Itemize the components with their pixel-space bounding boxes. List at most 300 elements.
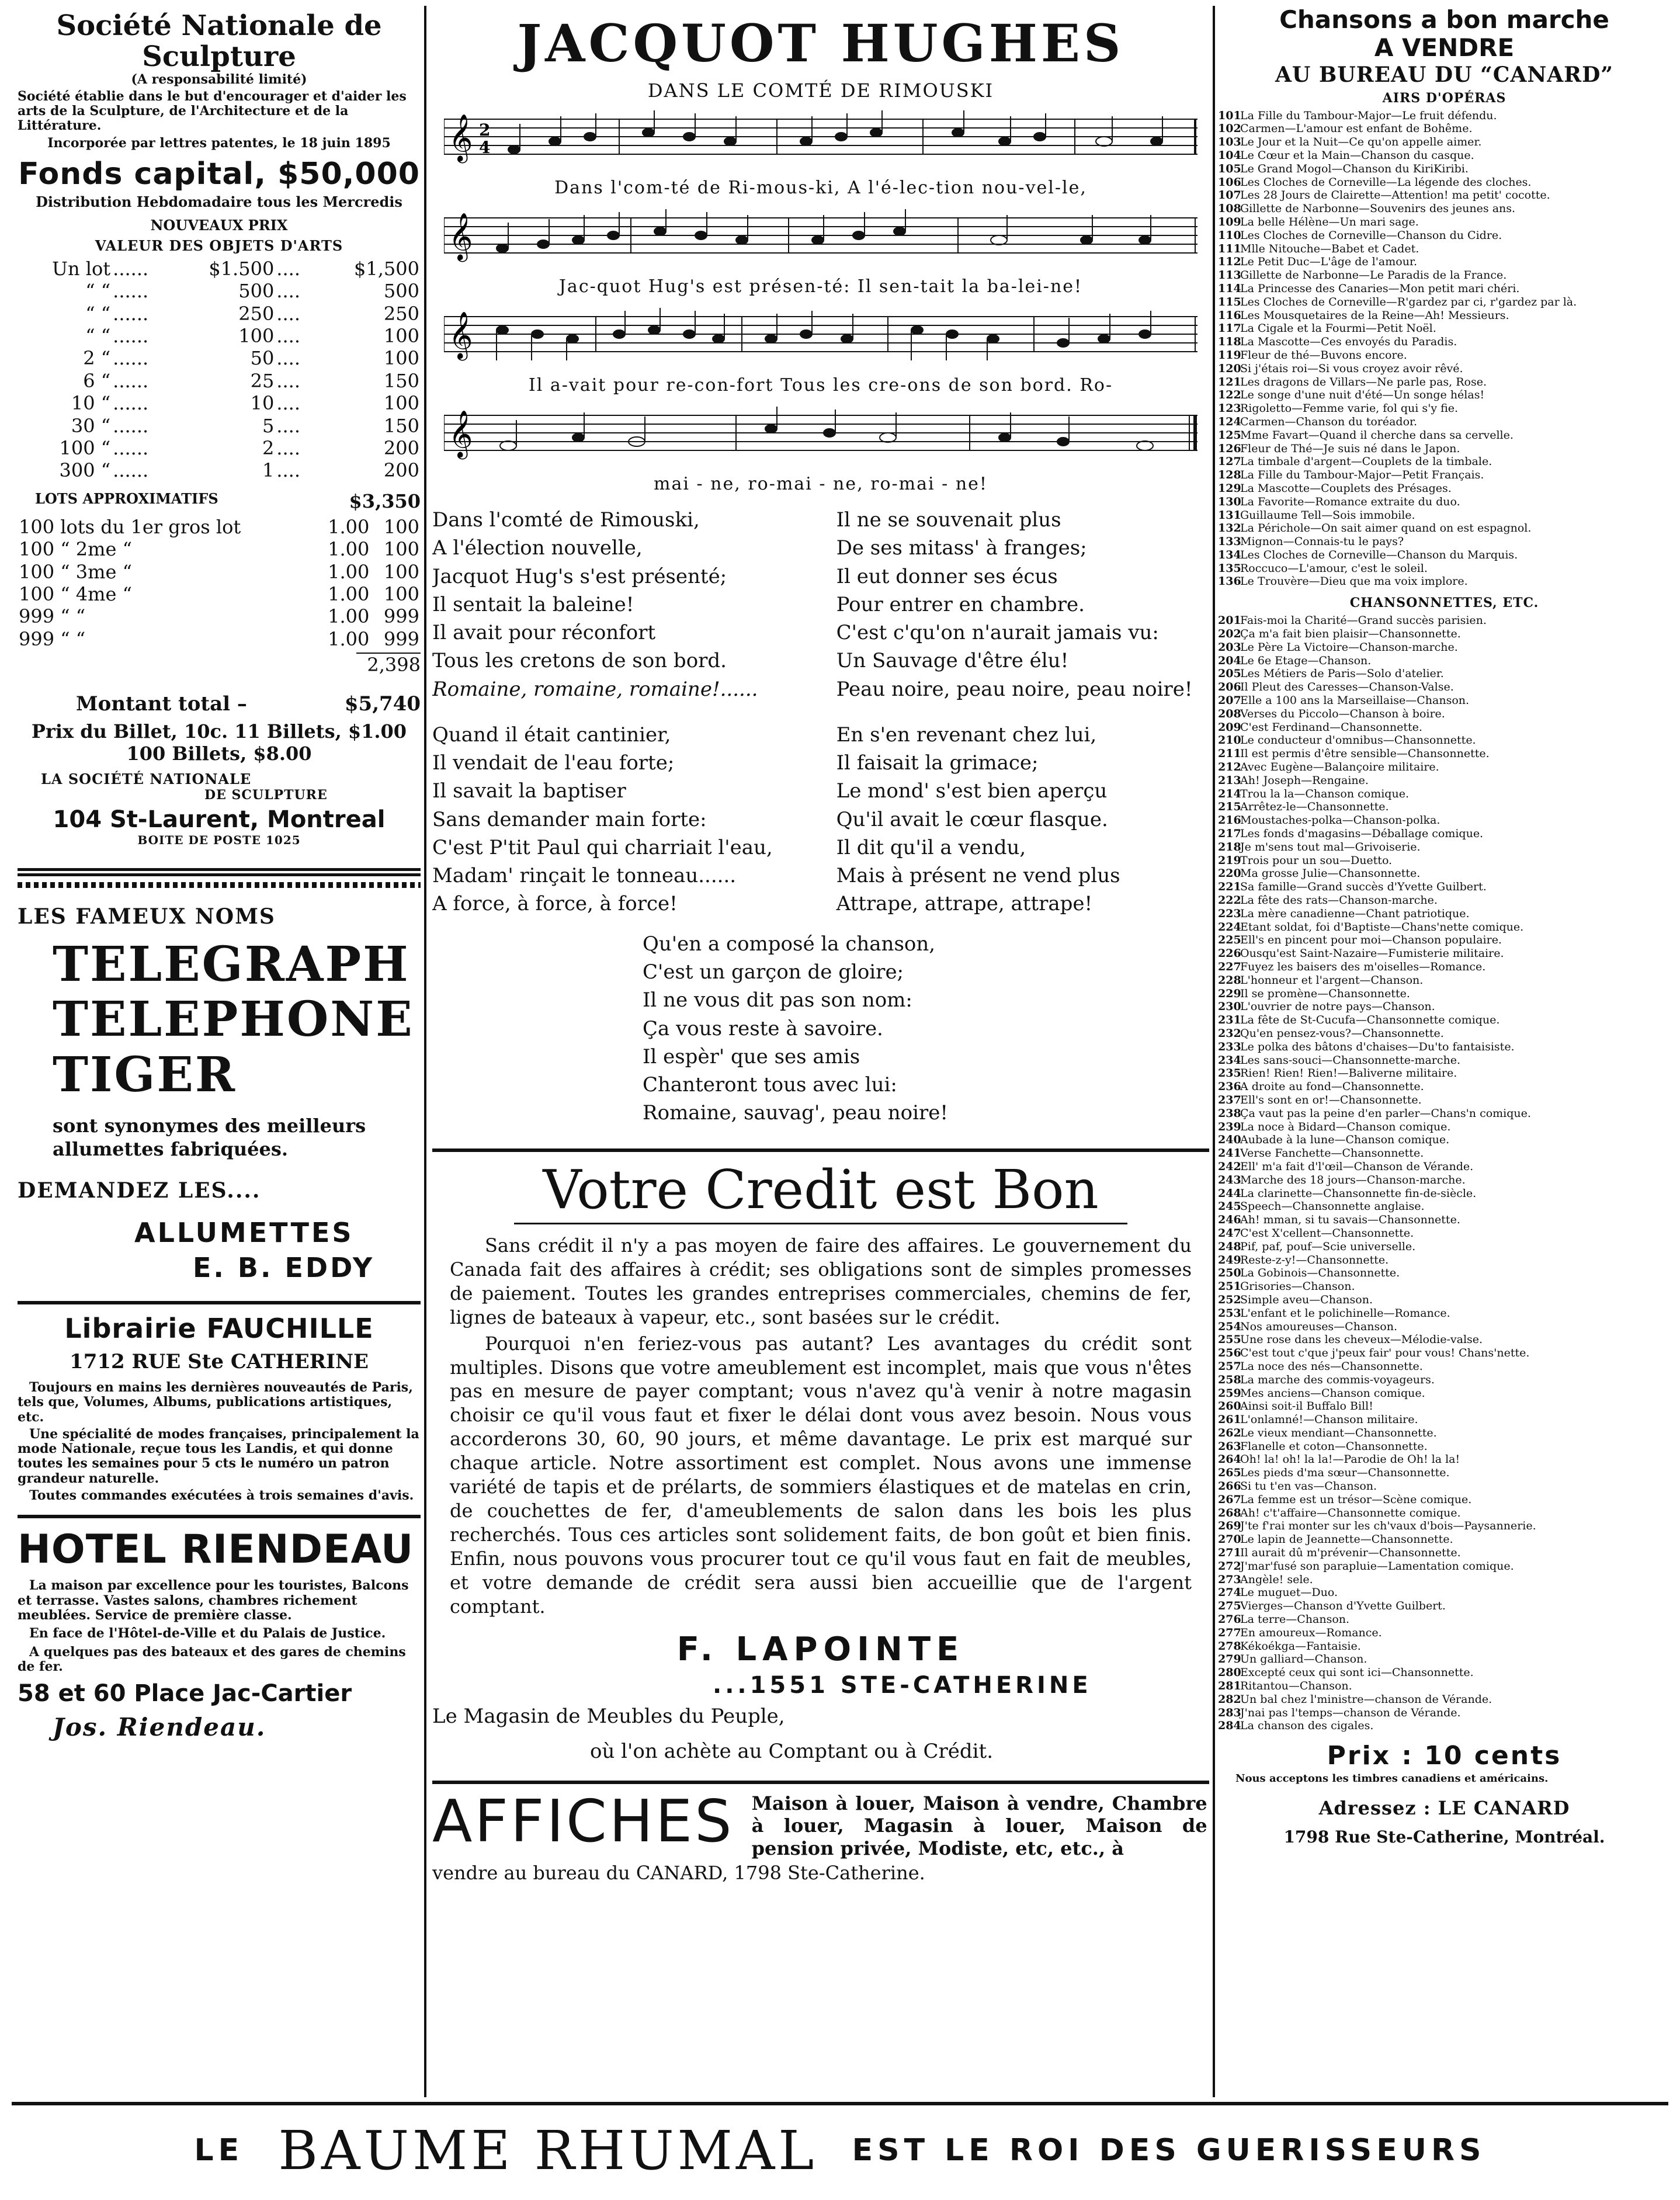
song-title: La fête des rats—Chanson-marche. (1240, 894, 1438, 907)
lot-row (18, 280, 421, 302)
verse-line: Il sentait la baleine! (432, 592, 634, 616)
song-number: 245 (1218, 1200, 1241, 1213)
song-item (1218, 388, 1671, 402)
verse-line: Mais à présent ne vend plus (836, 864, 1120, 888)
song-item (1218, 707, 1671, 721)
svg-text:𝄞: 𝄞 (449, 212, 473, 260)
lots-table (18, 258, 421, 482)
song-item (1218, 1187, 1671, 1200)
lot-cell: ...... (113, 347, 149, 370)
song-title: Les pieds d'ma sœur—Chansonnette. (1240, 1466, 1450, 1480)
song-number: 130 (1218, 495, 1241, 508)
verse-line: Romaine, romaine, romaine!...... (432, 677, 758, 701)
chorus (643, 930, 1209, 1127)
soc-desc: Société établie dans le but d'encourager et d'aider les arts de la Sculpture, de l'Architecture et de la Littérature. (18, 88, 407, 134)
lot-cell: ...... (113, 436, 149, 459)
song-number: 252 (1218, 1293, 1241, 1306)
affiches-title: AFFICHES (432, 1787, 734, 1856)
music-staff-2 (444, 206, 1197, 297)
song-item (1218, 1693, 1671, 1706)
approx-cell: 999 “ “ (19, 605, 86, 628)
song-number: 106 (1218, 175, 1241, 189)
de-sculpture: DE SCULPTURE (204, 787, 328, 803)
verse-line: Il ne se souvenait plus (836, 508, 1061, 532)
song-title: Ça m'a fait bien plaisir—Chansonnette. (1240, 627, 1461, 641)
song-item (1218, 509, 1671, 522)
song-title: Speech—Chansonnette anglaise. (1240, 1200, 1425, 1213)
song-item (1218, 800, 1671, 814)
song-title: Ell' m'a fait d'l'œil—Chanson de Vérande. (1240, 1160, 1474, 1173)
song-title: Un bal chez l'ministre—chanson de Vérande. (1240, 1692, 1492, 1706)
lot-cell: ...... (113, 459, 149, 482)
song-number: 241 (1218, 1147, 1241, 1160)
lot-row (18, 437, 421, 459)
credit-paragraph-2: Pourquoi n'en feriez-vous pas autant? Les avantages du crédit sont multiples. Disons que votre ameublement est incomplet, mais que vous n'êtes pas en mesure de payer comptant; vous n'avez qu'à venir à notre magasin choisir ce qu'il vous faut et fixer le délai dont vous avez besoin. Nous vous accorderons 30, 60, 90 jours, et même davantage. Le prix est marqué sur chaque article. Notre assortiment est complet. Nous avons une immense variété de tapis et de prélarts, de sommiers élastiques et de matelas en crin, de couchettes de fer, d'ameublements de salon dans les bois les plus recherchés. Tous ces articles sont solidement faits, de bon goût et bien finis. Enfin, nous pouvons vous procurer tout ce qu'il vous faut en fait de meubles, et votre demande de crédit sera aussi bien accueillie que de l'argent comptant. (450, 1332, 1192, 1618)
song-number: 109 (1218, 215, 1241, 228)
synonymes: sont synonymes des meilleurs allumettes fabriquées. (53, 1115, 366, 1160)
approx-cell: 999 (383, 627, 419, 650)
song-item (1218, 136, 1671, 149)
song-number: 232 (1218, 1026, 1241, 1040)
song-item (1218, 1653, 1671, 1666)
song-title: Arrêtez-le—Chansonnette. (1240, 800, 1389, 814)
verse-line: Quand il était cantinier, (432, 723, 671, 747)
song-item (1218, 1307, 1671, 1320)
song-item (1218, 1573, 1671, 1587)
chansons-title: Chansons a bon marche (1279, 6, 1609, 34)
song-item (1218, 921, 1671, 934)
verse-line: A force, à force, à force! (432, 892, 678, 916)
lot-cell: ...... (113, 280, 149, 303)
column-rule-right (1213, 6, 1215, 2097)
song-number: 113 (1218, 269, 1241, 282)
song-number: 265 (1218, 1466, 1241, 1480)
song-number: 230 (1218, 1000, 1241, 1014)
song-number: 131 (1218, 508, 1241, 522)
verse-2-right (836, 721, 1209, 918)
song-item (1218, 216, 1671, 229)
song-title: C'est X'cellent—Chansonnette. (1240, 1226, 1414, 1240)
song-item (1218, 455, 1671, 469)
lot-cell: ...... (113, 414, 149, 437)
song-title: La Cigale et la Fourmi—Petit Noël. (1240, 322, 1436, 335)
song-item (1218, 176, 1671, 189)
librairie-p1: Toujours en mains les dernières nouveautés de Paris, tels que, Volumes, Albums, publications artistiques, etc. (18, 1380, 413, 1425)
song-item (1218, 1174, 1671, 1187)
song-title: Le conducteur d'omnibus—Chansonnette. (1240, 734, 1476, 747)
song-item (1218, 282, 1671, 296)
song-number: 124 (1218, 415, 1241, 428)
prix-label: Prix : 10 cents (1327, 1741, 1562, 1771)
lot-cell: 25 (250, 369, 275, 392)
song-title: Carmen—Chanson du toréador. (1240, 415, 1418, 428)
song-title: Si tu t'en vas—Chanson. (1240, 1480, 1377, 1493)
lot-cell: .... (276, 302, 300, 325)
lot-cell: 100 (383, 325, 419, 348)
song-item (1218, 774, 1671, 787)
song-number: 239 (1218, 1120, 1241, 1133)
song-item (1218, 202, 1671, 216)
song-number: 102 (1218, 122, 1241, 136)
song-title: Il Pleut des Caresses—Chanson-Valse. (1240, 681, 1454, 694)
song-title: Le Cœur et la Main—Chanson du casque. (1240, 148, 1474, 162)
song-item (1218, 1293, 1671, 1307)
baume-rest: EST LE ROI DES GUERISSEURS (852, 2133, 1486, 2168)
song-title: Aubade à la lune—Chanson comique. (1240, 1133, 1450, 1147)
song-number: 112 (1218, 255, 1241, 269)
song-item (1218, 1000, 1671, 1014)
lot-cell: $1,500 (354, 257, 419, 280)
song-title: La Favorite—Romance extraite du duo. (1240, 495, 1460, 508)
song-item (1218, 189, 1671, 202)
song-title: Angèle! sele. (1240, 1573, 1313, 1586)
lot-cell: 10 (250, 392, 275, 415)
song-item (1218, 335, 1671, 349)
song-item (1218, 149, 1671, 162)
song-item (1218, 1200, 1671, 1213)
lot-cell: “ “ (85, 302, 111, 325)
bottom-rule (12, 2102, 1668, 2105)
approx-cell: 100 “ 4me “ (19, 582, 132, 605)
song-title: Simple aveu—Chanson. (1240, 1293, 1373, 1306)
song-title: Ell's en pincent pour moi—Chanson populaire. (1240, 934, 1502, 947)
song-number: 120 (1218, 362, 1241, 375)
song-item (1218, 269, 1671, 282)
lot-cell: ...... (113, 392, 149, 415)
verse-line: Qu'en a composé la chanson, (643, 932, 936, 956)
song-number: 213 (1218, 773, 1241, 787)
verses-block-1 (432, 506, 1209, 703)
song-item (1218, 322, 1671, 335)
approx-cell: 999 “ “ (19, 627, 86, 650)
verse-line: Sans demander main forte: (432, 807, 707, 831)
song-number: 242 (1218, 1160, 1241, 1173)
song-title: J'mar'fusé son parapluie—Lamentation comique. (1240, 1559, 1514, 1573)
song-number: 216 (1218, 814, 1241, 827)
adressez-address: 1798 Rue Ste-Catherine, Montréal. (1283, 1827, 1605, 1847)
song-number: 133 (1218, 535, 1241, 549)
song-number: 209 (1218, 720, 1241, 734)
song-title: Mes anciens—Chanson comique. (1240, 1386, 1425, 1400)
song-title: En amoureux—Romance. (1240, 1626, 1382, 1639)
approx-cell: 100 “ 3me “ (19, 560, 132, 583)
song-number: 118 (1218, 335, 1241, 349)
divider (432, 1148, 1209, 1152)
song-item (1218, 614, 1671, 627)
song-number: 237 (1218, 1093, 1241, 1106)
song-number: 277 (1218, 1626, 1241, 1639)
song-item (1218, 376, 1671, 389)
song-item (1218, 960, 1671, 974)
song-title: Flanelle et coton—Chansonnette. (1240, 1439, 1428, 1453)
approx-cell: 100 lots du 1er gros lot (19, 515, 241, 538)
lots-approx-total: $3,350 (349, 490, 421, 512)
song-title: L'honneur et l'argent—Chanson. (1240, 973, 1424, 987)
approx-row (18, 561, 421, 583)
song-title: Le Père La Victoire—Chanson-marche. (1240, 640, 1458, 654)
song-title: J'te f'rai monter sur les ch'vaux d'bois—Paysannerie. (1240, 1519, 1536, 1533)
verse-line: Dans l'comté de Rimouski, (432, 508, 700, 532)
lot-cell: “ “ (85, 280, 111, 303)
song-number: 283 (1218, 1706, 1241, 1719)
verse-line: Madam' rinçait le tonneau...... (432, 864, 737, 888)
song-item (1218, 974, 1671, 987)
song-number: 248 (1218, 1240, 1241, 1253)
lot-cell: 1 (262, 459, 275, 482)
lots-approx-row (18, 490, 421, 512)
song-number: 280 (1218, 1666, 1241, 1680)
song-title: Si j'étais roi—Si vous croyez avoir rêvé. (1240, 362, 1463, 375)
song-number: 134 (1218, 548, 1241, 561)
song-title: La Fille du Tambour-Major—Le fruit défendu. (1240, 109, 1497, 122)
airs-operas-heading: AIRS D'OPÉRAS (1382, 90, 1507, 106)
song-number: 123 (1218, 402, 1241, 415)
song-number: 101 (1218, 109, 1241, 122)
song-item (1218, 1666, 1671, 1680)
song-title: Les 28 Jours de Clairette—Attention! ma petit' cocotte. (1240, 189, 1550, 202)
song-item (1218, 362, 1671, 376)
soc-incorp: Incorporée par lettres patentes, le 18 juin 1895 (47, 135, 391, 151)
song-item (1218, 1560, 1671, 1573)
song-title: La marche des commis-voyageurs. (1240, 1373, 1435, 1386)
song-title: Le Trouvère—Dieu que ma voix implore. (1240, 575, 1468, 588)
approx-row (18, 516, 421, 538)
lot-cell: .... (276, 280, 300, 303)
song-title: Le songe d'une nuit d'été—Un songe hélas! (1240, 388, 1485, 402)
song-title: La Gobinois—Chansonnette. (1240, 1266, 1400, 1280)
song-number: 210 (1218, 734, 1241, 747)
affiches-text: Maison à louer, Maison à vendre, Chambre à louer, Magasin à louer, Maison de pension privée, Modiste, etc, etc., à (751, 1792, 1207, 1859)
song-item (1218, 1227, 1671, 1240)
song-item (1218, 495, 1671, 509)
song-number: 223 (1218, 907, 1241, 920)
song-item (1218, 1080, 1671, 1094)
song-number: 227 (1218, 960, 1241, 973)
lot-cell: 2 (262, 436, 275, 459)
staff-svg-4 (444, 404, 1197, 468)
song-number: 249 (1218, 1253, 1241, 1266)
song-title: Rien! Rien! Rien!—Baliverne militaire. (1240, 1067, 1457, 1080)
verse-line: Un Sauvage d'être élu! (836, 649, 1069, 673)
song-title: Un galliard—Chanson. (1240, 1653, 1367, 1666)
song-title: Rigoletto—Femme varie, fol qui s'y fie. (1240, 402, 1459, 415)
song-item (1218, 1360, 1671, 1373)
song-number: 284 (1218, 1719, 1241, 1733)
right-column (1218, 6, 1671, 2097)
song-item (1218, 1120, 1671, 1134)
song-item (1218, 734, 1671, 747)
song-number: 205 (1218, 667, 1241, 681)
song-title: Grisories—Chanson. (1240, 1280, 1355, 1293)
song-item (1218, 1680, 1671, 1693)
verse-line: Il eut donner ses écus (836, 564, 1058, 588)
left-column (18, 6, 421, 2097)
song-number: 121 (1218, 375, 1241, 388)
lots-approx-label: LOTS APPROXIMATIFS (35, 490, 218, 507)
approx-row (18, 628, 421, 650)
song-number: 235 (1218, 1067, 1241, 1080)
montant-total: $5,740 (344, 692, 421, 716)
song-number: 218 (1218, 840, 1241, 853)
song-number: 271 (1218, 1546, 1241, 1560)
verse-2-left (432, 721, 805, 918)
soc-title: Société Nationale de Sculpture (56, 9, 382, 73)
song-title: Ma grosse Julie—Chansonnette. (1240, 867, 1421, 880)
song-item (1218, 694, 1671, 707)
song-item (1218, 1480, 1671, 1493)
song-title: La chanson des cigales. (1240, 1719, 1374, 1733)
song-title: Trois pour un sou—Duetto. (1240, 853, 1393, 867)
affiches-ad (432, 1787, 1209, 1859)
bureau-canard: AU BUREAU DU “CANARD” (1275, 62, 1614, 87)
song-title: Il est permis d'être sensible—Chansonnette. (1240, 747, 1490, 761)
song-title: Les Cloches de Corneville—La légende des cloches. (1240, 175, 1532, 189)
lot-row (18, 415, 421, 437)
affiches-tail: vendre au bureau du CANARD, 1798 Ste-Catherine. (432, 1862, 925, 1885)
song-number: 240 (1218, 1133, 1241, 1147)
song-item (1218, 1107, 1671, 1120)
cent-billets: 100 Billets, $8.00 (126, 742, 312, 765)
song-title: Nos amoureuses—Chanson. (1240, 1320, 1397, 1333)
lot-cell: 250 (383, 302, 419, 325)
lot-row (18, 347, 421, 369)
song-item (1218, 880, 1671, 894)
montant-row (18, 692, 421, 716)
song-item (1218, 469, 1671, 482)
prix-billet: Prix du Billet, 10c. 11 Billets, $1.00 (31, 720, 407, 743)
song-title: La Fille du Tambour-Major—Petit Français. (1240, 469, 1484, 482)
song-number: 274 (1218, 1586, 1241, 1599)
song-number: 204 (1218, 654, 1241, 667)
song-title: Roccuco—L'amour, c'est le soleil. (1240, 561, 1428, 575)
song-title: La Périchole—On sait aimer quand on est espagnol. (1240, 522, 1532, 535)
song-number: 243 (1218, 1173, 1241, 1186)
song-item (1218, 1719, 1671, 1733)
song-title: Fais-moi la Charité—Grand succès parisien. (1240, 614, 1487, 627)
demandez: DEMANDEZ LES.... (18, 1178, 261, 1203)
song-number: 270 (1218, 1533, 1241, 1546)
song-item (1218, 575, 1671, 588)
song-title: La clarinette—Chansonnette fin-de-siècle. (1240, 1186, 1477, 1200)
a-vendre: A VENDRE (1374, 33, 1515, 63)
song-number: 222 (1218, 894, 1241, 907)
song-item (1218, 1333, 1671, 1347)
hotel-title: HOTEL RIENDEAU (18, 1526, 414, 1573)
verse-line: Pour entrer en chambre. (836, 592, 1085, 616)
staff-svg-2 (444, 206, 1197, 270)
approx-cell: 100 (383, 582, 419, 605)
song-title: Pif, paf, pouf—Scie universelle. (1240, 1240, 1416, 1253)
verse-line: Il avait pour réconfort (432, 621, 656, 645)
verse-line: Tous les cretons de son bord. (432, 649, 727, 673)
song-title: Fleur de Thé—Je suis né dans le Japon. (1240, 442, 1460, 455)
song-number: 254 (1218, 1320, 1241, 1333)
song-title: Ah! mman, si tu savais—Chansonnette. (1240, 1213, 1460, 1227)
song-title: Mme Favart—Quand il cherche dans sa cervelle. (1240, 428, 1514, 442)
lot-cell: 30 “ (71, 414, 111, 437)
allumettes: ALLUMETTES (134, 1217, 354, 1248)
lot-cell: .... (276, 414, 300, 437)
song-number: 251 (1218, 1280, 1241, 1293)
song-title: Kékoékga—Fantaisie. (1240, 1639, 1361, 1653)
song-number: 104 (1218, 148, 1241, 162)
approx-cell: 100 (383, 538, 419, 561)
approx-cell: 1.00 (328, 538, 370, 561)
song-title: Les sans-souci—Chansonnette-marche. (1240, 1053, 1461, 1067)
lot-cell: 500 (383, 280, 419, 303)
song-title: La Princesse des Canaries—Mon petit mari chéri. (1240, 282, 1520, 295)
song-item (1218, 415, 1671, 429)
librairie-p2: Une spécialité de modes françaises, principalement la mode Nationale, reçue tous les Landis, et qui donne toutes les semaines pour 5 cts le numéro un patron grandeur naturelle. (18, 1426, 419, 1486)
lot-cell: .... (276, 392, 300, 415)
song-title: Ah! Joseph—Rengaine. (1240, 773, 1369, 787)
song-number: 231 (1218, 1014, 1241, 1027)
montant-label: Montant total – (76, 692, 247, 716)
song-title: Ell's sont en or!—Chansonnette. (1240, 1093, 1422, 1106)
eddy: E. B. EDDY (193, 1252, 375, 1283)
song-item (1218, 1213, 1671, 1227)
lot-cell: 5 (262, 414, 275, 437)
song-item (1218, 1266, 1671, 1280)
approx-cell: 1.00 (328, 605, 370, 628)
song-number: 238 (1218, 1106, 1241, 1120)
brand-tiger: TIGER (53, 1046, 237, 1103)
song-title: Gillette de Narbonne—Le Paradis de la France. (1240, 269, 1507, 282)
song-item (1218, 894, 1671, 907)
song-item (1218, 1347, 1671, 1360)
lot-cell: 100 (238, 325, 275, 348)
approx-row (18, 605, 421, 627)
song-item (1218, 1094, 1671, 1107)
hotel-address: 58 et 60 Place Jac-Cartier (18, 1680, 352, 1708)
song-number: 105 (1218, 162, 1241, 175)
song-item (1218, 681, 1671, 694)
chansonnettes-heading: CHANSONNETTES, ETC. (1349, 595, 1539, 611)
music-staff-1 (444, 107, 1197, 198)
song-number: 253 (1218, 1306, 1241, 1320)
song-item (1218, 641, 1671, 654)
song-item (1218, 535, 1671, 549)
song-title: Le muguet—Duo. (1240, 1586, 1338, 1599)
song-item (1218, 1613, 1671, 1626)
song-item (1218, 442, 1671, 456)
song-title: Le polka des bâtons d'chaises—Du'to fantaisiste. (1240, 1040, 1515, 1053)
song-title: Fleur de thé—Buvons encore. (1240, 348, 1407, 362)
song-item (1218, 242, 1671, 256)
lot-cell: 300 “ (59, 459, 111, 482)
song-number: 114 (1218, 282, 1241, 295)
song-number: 132 (1218, 522, 1241, 535)
song-item (1218, 1640, 1671, 1653)
song-number: 219 (1218, 853, 1241, 867)
lot-row (18, 459, 421, 481)
song-title: Ritantou—Chanson. (1240, 1680, 1352, 1693)
song-title: Etant soldat, foi d'Baptiste—Chans'nette comique. (1240, 920, 1524, 934)
song-item (1218, 402, 1671, 415)
lot-row (18, 392, 421, 414)
music-staff-4 (444, 404, 1197, 494)
song-number: 119 (1218, 348, 1241, 362)
librairie-p3: Toutes commandes exécutées à trois semaines d'avis. (29, 1488, 414, 1504)
song-title: Mlle Nitouche—Babet et Cadet. (1240, 242, 1419, 255)
song-number: 262 (1218, 1426, 1241, 1439)
songs-list-chansonnettes (1218, 614, 1671, 1733)
lot-cell: 100 “ (59, 436, 111, 459)
song-item (1218, 429, 1671, 442)
nouveaux-prix: NOUVEAUX PRIX (150, 216, 288, 234)
music-staff-3 (444, 305, 1197, 395)
song-number: 136 (1218, 575, 1241, 588)
